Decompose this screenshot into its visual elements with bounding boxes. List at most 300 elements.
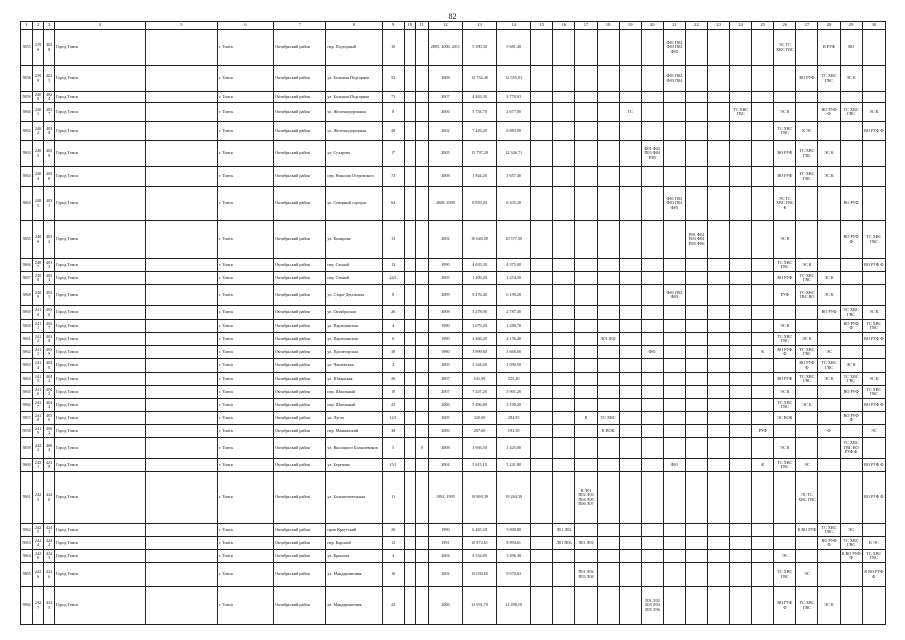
table-cell: г. Томск bbox=[217, 333, 273, 346]
table-cell bbox=[415, 66, 428, 92]
table-cell: 1 657,40 bbox=[497, 167, 531, 187]
table-cell: 5 800,80 bbox=[497, 524, 531, 537]
table-cell bbox=[840, 563, 862, 587]
table-cell: 4246 bbox=[44, 563, 55, 587]
table-cell bbox=[145, 122, 217, 141]
table-cell bbox=[774, 92, 796, 103]
table-cell bbox=[531, 92, 553, 103]
table-cell: 4 770,03 bbox=[497, 92, 531, 103]
table-cell: Город Томск bbox=[55, 285, 145, 306]
table-cell bbox=[531, 187, 553, 221]
table-cell bbox=[415, 272, 428, 285]
table-cell: 19 264,39 bbox=[497, 472, 531, 524]
table-cell: ВО РУФ Ф bbox=[840, 320, 862, 333]
table-cell: ТС ХВС ГВС bbox=[818, 524, 840, 537]
table-cell bbox=[818, 550, 840, 563]
table-row bbox=[21, 346, 886, 359]
table-cell: 2004 bbox=[428, 550, 462, 563]
table-cell bbox=[708, 272, 730, 285]
table-cell bbox=[619, 320, 641, 333]
table-cell: 4031 bbox=[44, 187, 55, 221]
table-cell: 2009 bbox=[428, 285, 462, 306]
table-cell: Октябрьский район bbox=[274, 320, 326, 333]
table-cell: ЭС bbox=[818, 346, 840, 359]
column-number: 2 bbox=[33, 22, 44, 30]
table-cell bbox=[619, 563, 641, 587]
table-cell bbox=[415, 550, 428, 563]
column-number: 12 bbox=[428, 22, 462, 30]
page-number: 82 bbox=[448, 12, 457, 21]
table-cell bbox=[531, 399, 553, 412]
table-cell bbox=[553, 187, 575, 221]
table-cell bbox=[818, 320, 840, 333]
table-cell: 1980 bbox=[428, 346, 462, 359]
table-cell bbox=[575, 187, 597, 221]
table-cell: 3 666,60 bbox=[497, 346, 531, 359]
table-cell bbox=[145, 285, 217, 306]
table-cell bbox=[404, 425, 415, 438]
table-cell: Октябрьский район bbox=[274, 459, 326, 472]
table-cell bbox=[752, 524, 774, 537]
table-cell bbox=[531, 259, 553, 272]
table-cell bbox=[619, 425, 641, 438]
table-cell bbox=[708, 259, 730, 272]
table-cell bbox=[404, 459, 415, 472]
table-cell: 1 280,70 bbox=[497, 320, 531, 333]
table-cell bbox=[553, 438, 575, 459]
table-cell bbox=[145, 103, 217, 122]
table-cell: ТС ХВС ГВС ВО РУФ Ф bbox=[840, 438, 862, 459]
table-cell bbox=[663, 92, 685, 103]
table-cell: ЭС bbox=[774, 550, 796, 563]
table-cell: Ф01 bbox=[663, 459, 685, 472]
table-cell bbox=[575, 92, 597, 103]
column-number: 13 bbox=[462, 22, 496, 30]
table-cell: 24/1 bbox=[382, 272, 404, 285]
table-cell bbox=[145, 399, 217, 412]
column-number: 18 bbox=[597, 22, 619, 30]
table-cell: ЭС К bbox=[818, 272, 840, 285]
table-cell bbox=[862, 167, 885, 187]
table-cell bbox=[685, 333, 707, 346]
table-cell bbox=[641, 359, 663, 373]
table-cell bbox=[404, 320, 415, 333]
table-cell bbox=[553, 425, 575, 438]
table-cell bbox=[404, 472, 415, 524]
table-cell bbox=[641, 167, 663, 187]
table-cell: 4242 bbox=[44, 537, 55, 550]
table-cell bbox=[708, 373, 730, 386]
table-cell bbox=[730, 285, 752, 306]
column-number: 11 bbox=[415, 22, 428, 30]
table-cell bbox=[641, 122, 663, 141]
table-cell bbox=[796, 92, 818, 103]
column-number: 1 bbox=[21, 22, 33, 30]
table-cell bbox=[619, 306, 641, 320]
table-cell bbox=[575, 30, 597, 66]
table-cell bbox=[663, 141, 685, 167]
table-cell: РУФ bbox=[774, 285, 796, 306]
table-cell bbox=[145, 425, 217, 438]
table-cell: 2 bbox=[382, 359, 404, 373]
table-cell: 2426 bbox=[33, 550, 44, 563]
table-cell bbox=[619, 187, 641, 221]
table-cell: 8 859,20 bbox=[462, 187, 496, 221]
table-cell bbox=[796, 412, 818, 425]
table-cell bbox=[730, 359, 752, 373]
table-cell bbox=[404, 92, 415, 103]
table-cell: ТС ХВС ГВС bbox=[796, 346, 818, 359]
table-cell bbox=[730, 459, 752, 472]
table-cell: Город Томск bbox=[55, 587, 145, 625]
table-cell: ул. Большая Подгорная bbox=[326, 92, 382, 103]
table-cell bbox=[415, 412, 428, 425]
table-cell bbox=[575, 103, 597, 122]
table-cell bbox=[641, 306, 663, 320]
table-cell bbox=[597, 472, 619, 524]
table-cell: 5864 bbox=[21, 167, 33, 187]
table-cell bbox=[531, 472, 553, 524]
column-number: 24 bbox=[730, 22, 752, 30]
table-cell: К bbox=[575, 412, 597, 425]
table-cell bbox=[708, 550, 730, 563]
table-cell: 6 435,20 bbox=[497, 187, 531, 221]
table-cell: Ф bbox=[818, 425, 840, 438]
table-cell bbox=[531, 359, 553, 373]
table-cell: 541,99 bbox=[462, 373, 496, 386]
table-cell: Л01 Л02 bbox=[597, 333, 619, 346]
table-cell: 5860 bbox=[21, 459, 33, 472]
table-cell bbox=[840, 167, 862, 187]
table-cell bbox=[575, 272, 597, 285]
table-cell: ЭС ТС ХВС ГВС bbox=[796, 472, 818, 524]
table-cell: 5 390,30 bbox=[462, 30, 496, 66]
table-cell bbox=[531, 221, 553, 259]
table-cell: Октябрьский район bbox=[274, 346, 326, 359]
table-cell bbox=[415, 459, 428, 472]
table-cell bbox=[840, 587, 862, 625]
table-cell: 13 bbox=[382, 221, 404, 259]
table-cell: ЭС К bbox=[818, 587, 840, 625]
table-cell bbox=[752, 537, 774, 550]
table-cell: Город Томск bbox=[55, 563, 145, 587]
table-cell bbox=[663, 272, 685, 285]
table-cell: 1990 bbox=[428, 259, 462, 272]
table-row bbox=[21, 373, 886, 386]
table-cell bbox=[796, 438, 818, 459]
table-cell bbox=[730, 587, 752, 625]
table-cell bbox=[752, 167, 774, 187]
column-number: 8 bbox=[326, 22, 382, 30]
table-cell: Город Томск bbox=[55, 399, 145, 412]
table-cell: ул. Старо-Деповская bbox=[326, 285, 382, 306]
table-cell bbox=[708, 537, 730, 550]
table-cell: 2007 bbox=[428, 373, 462, 386]
table-cell bbox=[708, 399, 730, 412]
table-cell bbox=[415, 399, 428, 412]
table-cell: ЭС К bbox=[862, 306, 885, 320]
table-cell: 12 555,01 bbox=[497, 66, 531, 92]
table-cell: 2 677,00 bbox=[497, 103, 531, 122]
table-cell bbox=[404, 399, 415, 412]
table-cell bbox=[730, 438, 752, 459]
table-cell bbox=[619, 412, 641, 425]
table-cell bbox=[752, 333, 774, 346]
table-cell bbox=[730, 259, 752, 272]
table-cell: 5 901,20 bbox=[497, 386, 531, 399]
table-cell bbox=[796, 221, 818, 259]
table-cell: 26 bbox=[382, 524, 404, 537]
table-cell: 2008 bbox=[428, 438, 462, 459]
table-cell: 4042 bbox=[44, 373, 55, 386]
table-cell: ЭС К bbox=[840, 359, 862, 373]
table-cell bbox=[531, 333, 553, 346]
table-cell bbox=[663, 259, 685, 272]
table-cell bbox=[619, 167, 641, 187]
table-cell bbox=[619, 373, 641, 386]
table-cell: 193,50 bbox=[497, 425, 531, 438]
table-cell bbox=[619, 472, 641, 524]
table-cell bbox=[752, 306, 774, 320]
table-cell bbox=[575, 550, 597, 563]
table-cell: ВО РУФ Ф bbox=[796, 359, 818, 373]
table-cell bbox=[730, 141, 752, 167]
table-cell bbox=[404, 524, 415, 537]
table-cell bbox=[597, 524, 619, 537]
table-cell: г. Томск bbox=[217, 459, 273, 472]
table-cell: Город Томск bbox=[55, 122, 145, 141]
table-cell: ТС ХВС ГВС bbox=[840, 103, 862, 122]
table-cell: 2411 bbox=[33, 320, 44, 333]
table-cell: 2399 bbox=[33, 66, 44, 92]
table-cell: 2419 bbox=[33, 425, 44, 438]
table-cell: 26 bbox=[382, 373, 404, 386]
table-cell bbox=[840, 472, 862, 524]
table-cell bbox=[415, 221, 428, 259]
table-cell: 4240 bbox=[44, 472, 55, 524]
table-cell bbox=[685, 66, 707, 92]
table-cell bbox=[597, 285, 619, 306]
table-cell bbox=[752, 285, 774, 306]
table-cell bbox=[663, 221, 685, 259]
table-cell bbox=[663, 472, 685, 524]
table-cell: 4 466,20 bbox=[462, 333, 496, 346]
table-cell: 4032 bbox=[44, 221, 55, 259]
table-cell: 5869 bbox=[21, 306, 33, 320]
table-cell bbox=[145, 221, 217, 259]
table-cell bbox=[597, 386, 619, 399]
table-cell: 7 426,20 bbox=[462, 122, 496, 141]
table-cell bbox=[730, 412, 752, 425]
table-cell: Октябрьский район bbox=[274, 306, 326, 320]
table-cell bbox=[531, 459, 553, 472]
table-cell: ТС ХВС ГВС bbox=[730, 103, 752, 122]
table-cell bbox=[553, 412, 575, 425]
table-cell bbox=[404, 141, 415, 167]
table-cell: 5865 bbox=[21, 221, 33, 259]
table-cell: 2007 bbox=[428, 92, 462, 103]
table-cell bbox=[415, 285, 428, 306]
table-cell bbox=[641, 399, 663, 412]
table-cell bbox=[685, 122, 707, 141]
table-cell bbox=[415, 167, 428, 187]
table-cell bbox=[415, 141, 428, 167]
table-cell bbox=[531, 386, 553, 399]
table-cell: Город Томск bbox=[55, 459, 145, 472]
table-cell bbox=[575, 459, 597, 472]
table-cell: 4 635,30 bbox=[462, 259, 496, 272]
table-cell bbox=[730, 524, 752, 537]
table-cell bbox=[663, 373, 685, 386]
table-cell bbox=[553, 550, 575, 563]
table-cell: ЭС К bbox=[796, 333, 818, 346]
table-cell: 12 498,10 bbox=[497, 587, 531, 625]
table-cell: 10 640,00 bbox=[462, 221, 496, 259]
table-cell: 5 190,20 bbox=[497, 399, 531, 412]
table-cell: ЭС К bbox=[818, 141, 840, 167]
table-cell: В РУФ bbox=[818, 30, 840, 66]
table-cell bbox=[553, 272, 575, 285]
table-cell bbox=[619, 524, 641, 537]
table-cell bbox=[663, 346, 685, 359]
table-cell: 10 bbox=[382, 30, 404, 66]
table-cell bbox=[553, 167, 575, 187]
table-cell bbox=[752, 563, 774, 587]
table-cell bbox=[663, 306, 685, 320]
table-cell bbox=[752, 373, 774, 386]
table-cell: 38 bbox=[382, 425, 404, 438]
table-cell: 12 bbox=[382, 259, 404, 272]
table-cell: пер. Шпальный bbox=[326, 399, 382, 412]
table-cell bbox=[553, 359, 575, 373]
table-cell: 1 409,20 bbox=[462, 272, 496, 285]
table-cell bbox=[619, 122, 641, 141]
table-cell bbox=[553, 306, 575, 320]
table-cell: г. Томск bbox=[217, 346, 273, 359]
table-cell: 5856 bbox=[21, 66, 33, 92]
table-cell bbox=[708, 285, 730, 306]
table-cell bbox=[597, 141, 619, 167]
table-cell: 4027 bbox=[44, 103, 55, 122]
table-cell bbox=[553, 373, 575, 386]
table-cell bbox=[145, 373, 217, 386]
table-cell: 4034 bbox=[44, 272, 55, 285]
table-row bbox=[21, 563, 886, 587]
table-cell bbox=[708, 122, 730, 141]
table-cell: Октябрьский район bbox=[274, 187, 326, 221]
table-cell: РУФ bbox=[752, 425, 774, 438]
table-cell bbox=[404, 167, 415, 187]
table-cell: 5862 bbox=[21, 122, 33, 141]
table-cell: г. Томск bbox=[217, 285, 273, 306]
table-cell: 9 476,40 bbox=[462, 285, 496, 306]
table-cell bbox=[862, 438, 885, 459]
table-cell bbox=[796, 550, 818, 563]
table-cell: г. Томск bbox=[217, 412, 273, 425]
table-cell bbox=[730, 30, 752, 66]
table-cell bbox=[145, 167, 217, 187]
table-cell bbox=[553, 141, 575, 167]
table-cell: 2415 bbox=[33, 373, 44, 386]
table-cell: Октябрьский район bbox=[274, 259, 326, 272]
table-cell bbox=[730, 320, 752, 333]
table-cell bbox=[774, 359, 796, 373]
table-cell bbox=[553, 587, 575, 625]
table-cell bbox=[531, 103, 553, 122]
table-cell: ЭС К bbox=[774, 386, 796, 399]
table-cell bbox=[145, 259, 217, 272]
table-cell bbox=[597, 320, 619, 333]
column-number-row bbox=[21, 22, 886, 30]
table-cell: ТС ХВС ГВС bbox=[862, 320, 885, 333]
table-cell: Октябрьский район bbox=[274, 537, 326, 550]
table-cell bbox=[619, 66, 641, 92]
table-cell bbox=[531, 587, 553, 625]
column-number: 9 bbox=[382, 22, 404, 30]
table-cell bbox=[404, 346, 415, 359]
table-cell bbox=[619, 272, 641, 285]
table-cell: Октябрьский район bbox=[274, 122, 326, 141]
table-cell bbox=[404, 333, 415, 346]
table-cell bbox=[415, 187, 428, 221]
table-cell: 2002 bbox=[428, 563, 462, 587]
table-cell bbox=[404, 272, 415, 285]
table-cell: 6 465,30 bbox=[462, 524, 496, 537]
column-number: 5 bbox=[145, 22, 217, 30]
table-row bbox=[21, 272, 886, 285]
table-cell: Октябрьский район bbox=[274, 550, 326, 563]
table-cell bbox=[685, 386, 707, 399]
table-cell bbox=[415, 359, 428, 373]
table-cell: ул. Партизанская bbox=[326, 320, 382, 333]
table-cell: г. Томск bbox=[217, 122, 273, 141]
column-number: 20 bbox=[641, 22, 663, 30]
table-cell: 5867 bbox=[21, 272, 33, 285]
table-cell bbox=[685, 537, 707, 550]
table-row bbox=[21, 459, 886, 472]
table-cell bbox=[774, 306, 796, 320]
table-cell: 5862 bbox=[21, 346, 33, 359]
table-cell: Ф01 П02 Ф03 П04 bbox=[663, 66, 685, 92]
table-cell: ул. Чапаевская bbox=[326, 359, 382, 373]
table-cell bbox=[404, 103, 415, 122]
column-number: 15 bbox=[531, 22, 553, 30]
table-cell: г. Томск bbox=[217, 399, 273, 412]
column-number: 28 bbox=[818, 22, 840, 30]
table-cell bbox=[145, 187, 217, 221]
table-cell: Город Томск bbox=[55, 346, 145, 359]
table-cell: ул. Большеземельная bbox=[326, 472, 382, 524]
table-cell bbox=[663, 167, 685, 187]
table-cell: пер. Маякинский bbox=[326, 425, 382, 438]
table-cell bbox=[641, 259, 663, 272]
table-cell bbox=[685, 187, 707, 221]
table-cell: 4036 bbox=[44, 306, 55, 320]
table-cell: г. Томск bbox=[217, 537, 273, 550]
table-cell: Город Томск bbox=[55, 30, 145, 66]
table-cell: 12 346,71 bbox=[497, 141, 531, 167]
table-cell: ТС ХВС ГВС bbox=[774, 399, 796, 412]
table-cell bbox=[531, 563, 553, 587]
register-table bbox=[20, 21, 886, 625]
table-cell bbox=[597, 103, 619, 122]
table-cell: ул. Пролетарская bbox=[326, 346, 382, 359]
table-cell bbox=[641, 425, 663, 438]
table-cell: 5864 bbox=[21, 550, 33, 563]
table-cell bbox=[840, 425, 862, 438]
table-cell: 19 869,39 bbox=[462, 472, 496, 524]
table-cell: ВО РУФ Ф bbox=[840, 412, 862, 425]
